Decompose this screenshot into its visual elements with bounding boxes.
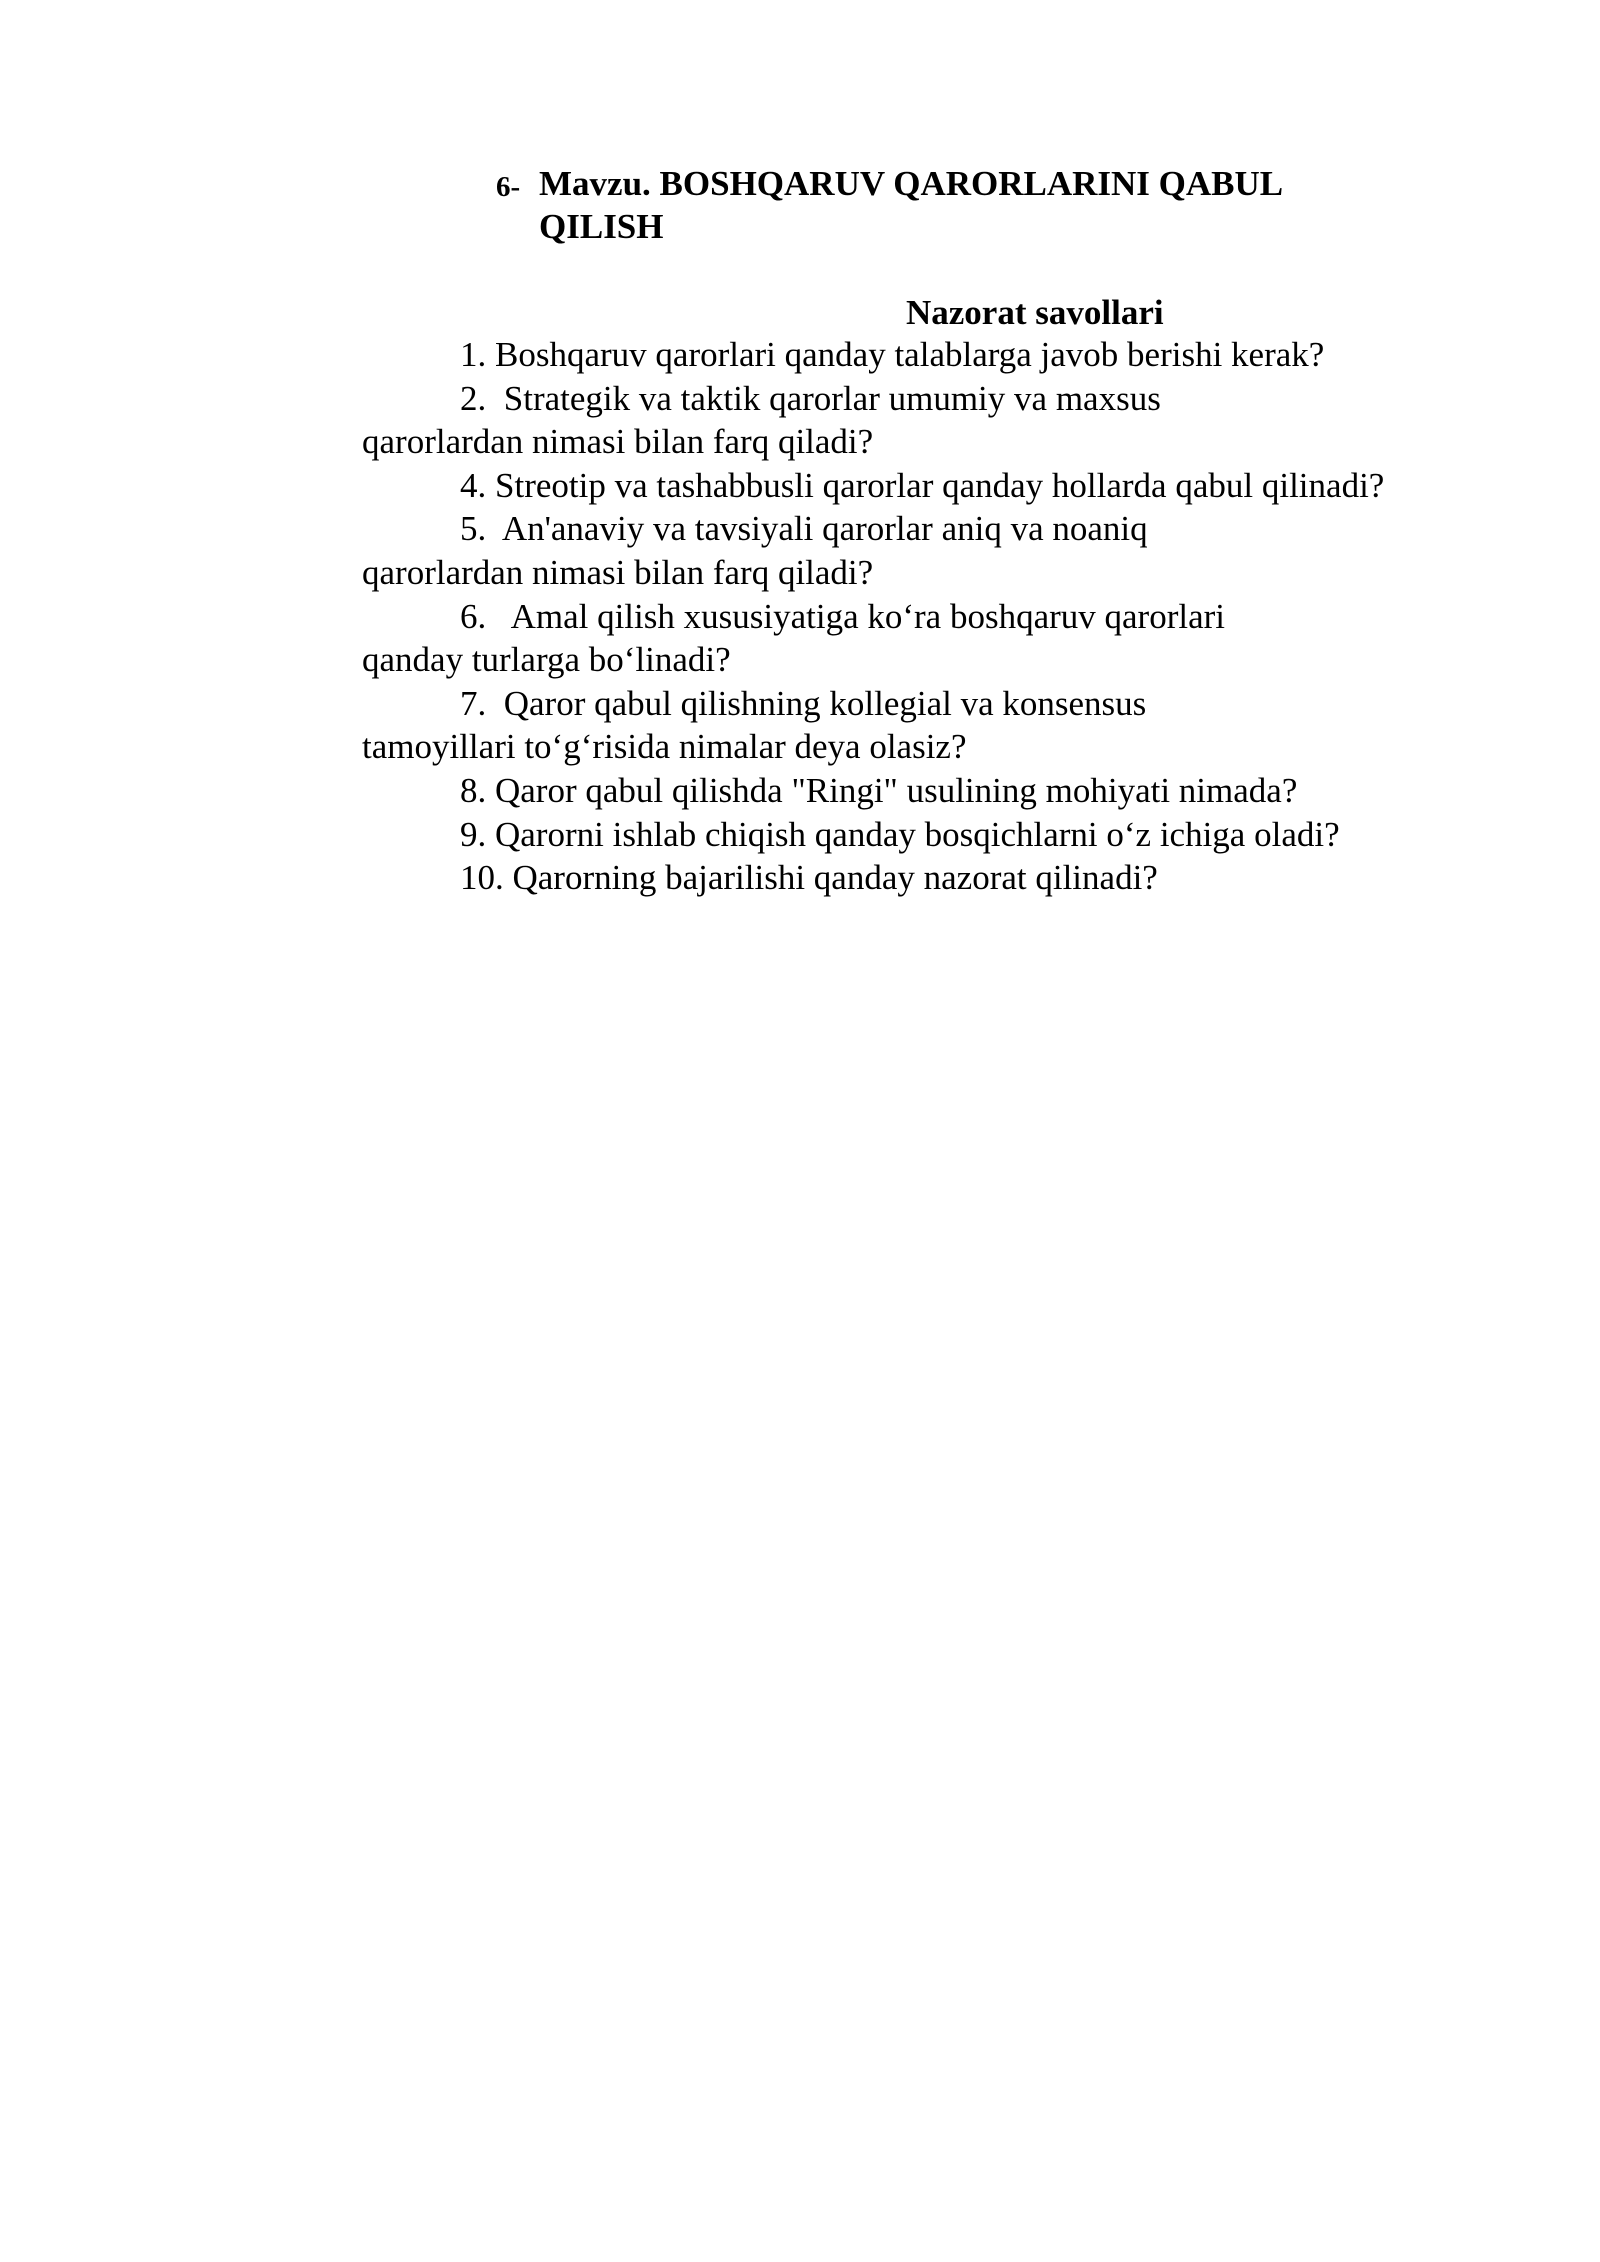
question-text: 4. Streotip va tashabbusli qarorlar qanday hollarda qabul qilinadi? [460,465,1385,505]
question-item [362,464,1562,508]
question-text: 1. Boshqaruv qarorlari qanday talablarga javob berishi kerak? [460,335,1325,374]
question-text-continuation: tamoyillari to‘g‘risida nimalar deya olasiz? [362,727,967,767]
question-text: 5. An'anaviy va tavsiyali qarorlar aniq va noaniq [460,509,1148,549]
question-text-continuation: qarorlardan nimasi bilan farq qiladi? [362,552,874,592]
question-item [362,377,1562,464]
question-text: 10. Qarorning bajarilishi qanday nazorat qilinadi? [460,858,1158,898]
question-item [362,682,1562,769]
questions-list [362,333,1562,900]
question-text: 6. Amal qilish xususiyatiga ko‘ra boshqaruv qarorlari [460,596,1225,636]
question-text: 7. Qaror qabul qilishning kollegial va konsensus [460,683,1147,723]
question-text-continuation: qanday turlarga bo‘linadi? [362,640,731,680]
question-item [362,595,1562,682]
topic-title [539,162,1409,248]
question-item [362,507,1562,594]
topic-title-line-2: QILISH [539,207,664,246]
question-text: 8. Qaror qabul qilishda "Ringi" usulining mohiyati nimada? [460,770,1298,810]
topic-title-line-1: Mavzu. BOSHQARUV QARORLARINI QABUL [539,164,1284,203]
topic-number: 6- [496,171,521,203]
question-item [362,813,1562,857]
question-text: 9. Qarorni ishlab chiqish qanday bosqichlarni o‘z ichiga oladi? [460,814,1340,854]
question-item [362,769,1562,813]
question-item [362,333,1562,377]
question-item [362,856,1562,900]
question-text-continuation: qarorlardan nimasi bilan farq qiladi? [362,422,874,462]
section-title: Nazorat savollari [906,293,1164,332]
question-text: 2. Strategik va taktik qarorlar umumiy va maxsus [460,378,1161,418]
